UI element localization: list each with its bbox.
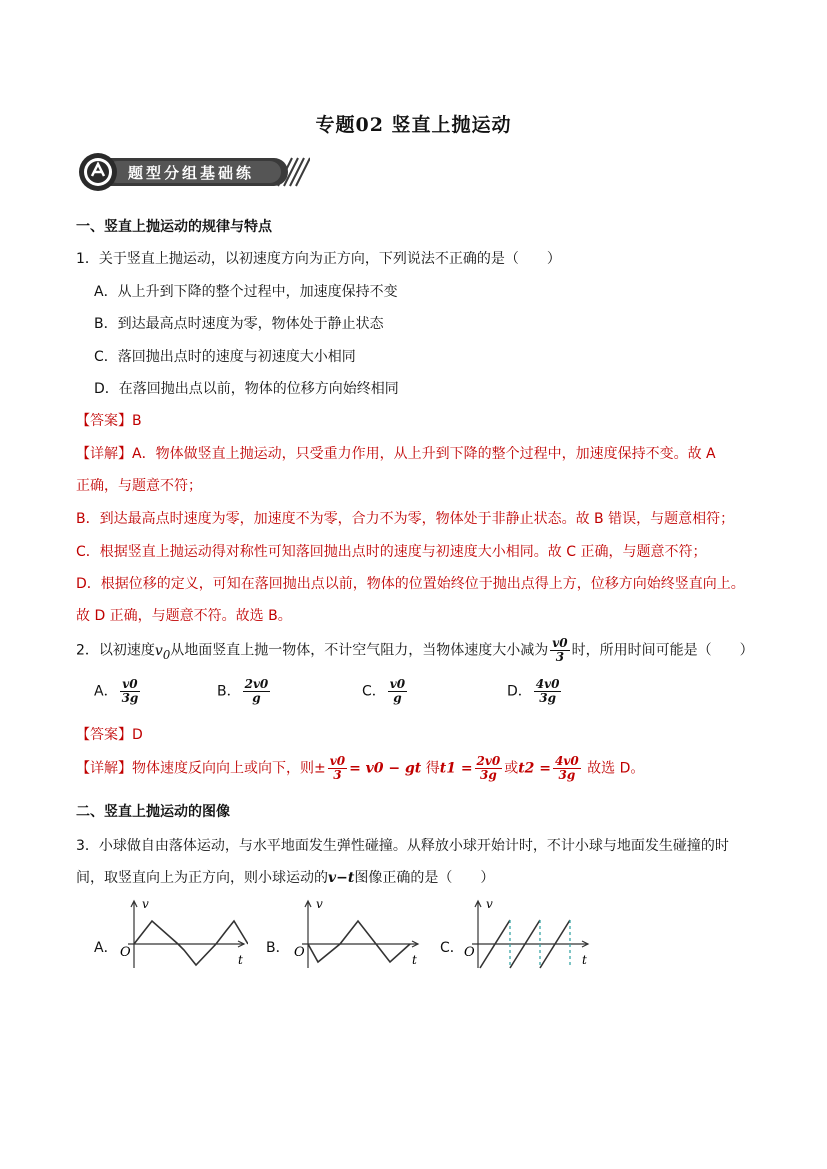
- q3-stem-line-1: 3．小球做自由落体运动，与水平地面发生弹性碰撞。从释放小球开始计时，不计小球与地面发生碰撞的时: [76, 838, 729, 854]
- q2-answer: [76, 724, 143, 744]
- option-fraction: [120, 678, 141, 705]
- q1-option-a: A．从上升到下降的整个过程中，加速度保持不变: [94, 284, 398, 300]
- axis-label-t: t: [412, 953, 417, 967]
- q3-stem-vt: v−t: [328, 870, 355, 886]
- q2-stem-fraction: [550, 637, 569, 664]
- axis-label-v: v: [316, 898, 323, 911]
- fraction-denominator: 3g: [480, 768, 497, 782]
- q2-stem-c: 时，所用时间可能是（ ）: [571, 642, 754, 659]
- origin-label: O: [120, 945, 131, 960]
- fraction-numerator: v0: [122, 677, 138, 691]
- q3-graph-c: [462, 898, 592, 970]
- fraction-denominator: 3: [555, 650, 565, 664]
- q1-detail-line-4: C．根据竖直上抛运动得对称性可知落回抛出点时的速度与初速度大小相同。故 C 正确，与题意不符；: [76, 544, 707, 560]
- q3-graph-a-label: A．: [94, 940, 118, 956]
- fraction-denominator: g: [252, 691, 261, 705]
- fraction-denominator: 3: [333, 768, 342, 782]
- q3-graph-c-label: C．: [440, 940, 464, 956]
- q3-graph-b: [292, 898, 422, 970]
- page-title: 专题02 竖直上抛运动: [315, 114, 512, 136]
- q2-answer-tag: 【答案】: [76, 727, 132, 743]
- q2-option-c: [362, 678, 409, 705]
- q2-detail-c: 或: [504, 760, 519, 777]
- q2-stem: [76, 637, 754, 664]
- q2-detail-tag: 【详解】: [76, 760, 132, 777]
- q2-var-sub: 0: [162, 647, 171, 662]
- fraction-denominator: 3g: [539, 691, 556, 705]
- q1-answer-value: B: [132, 413, 142, 429]
- graph-line: [308, 921, 410, 962]
- q2-stem-var: [154, 642, 171, 662]
- fraction-numerator: v0: [389, 677, 406, 691]
- q2-detail: [76, 755, 644, 782]
- q1-detail-line-3: B．到达最高点时速度为零，加速度不为零，合力不为零，物体处于非静止状态。故 B 错误，与题意相符；: [76, 511, 735, 527]
- q2-answer-value: D: [132, 727, 143, 743]
- section-heading-1: 一、竖直上抛运动的规律与特点: [76, 219, 272, 235]
- q2-detail-fraction-2: [475, 755, 503, 782]
- origin-label: O: [464, 945, 475, 960]
- q2-option-d: [507, 678, 563, 705]
- q1-option-d: D．在落回抛出点以前，物体的位移方向始终相同: [94, 381, 399, 397]
- origin-label: O: [294, 945, 305, 960]
- q1-answer-tag: 【答案】: [76, 413, 132, 429]
- section-heading-2: 二、竖直上抛运动的图像: [76, 804, 230, 820]
- q2-var-v: v: [154, 642, 163, 659]
- option-fraction: [388, 678, 407, 705]
- fraction-numerator: 4v0: [555, 754, 579, 768]
- fraction-numerator: 2v0: [476, 754, 501, 768]
- q2-detail-a: 物体速度反向向上或向下，则±: [132, 760, 326, 777]
- fraction-numerator: 2v0: [244, 677, 269, 691]
- option-label: A．: [94, 683, 118, 700]
- option-label: B．: [217, 683, 241, 700]
- fraction-numerator: v0: [329, 754, 346, 768]
- q2-detail-t2: t2 =: [518, 760, 552, 777]
- banner-text: 题型分组基础练: [128, 164, 255, 182]
- q1-option-c: C．落回抛出点时的速度与初速度大小相同: [94, 349, 356, 365]
- q3-stem-line-2: [76, 867, 494, 887]
- q2-detail-fraction-3: [553, 755, 581, 782]
- graph-line: [134, 921, 248, 965]
- q2-detail-equation: = v0 − gt: [349, 760, 422, 777]
- q1-option-b: B．到达最高点时速度为零，物体处于静止状态: [94, 316, 384, 332]
- option-fraction: [534, 678, 562, 705]
- q3-graph-b-label: B．: [266, 940, 290, 956]
- q1-detail-tag: 【详解】: [76, 446, 132, 462]
- fraction-denominator: 3g: [121, 691, 139, 705]
- q2-detail-t1: t1 =: [439, 760, 473, 777]
- option-label: C．: [362, 683, 386, 700]
- option-fraction: [243, 678, 271, 705]
- q2-stem-b: 从地面竖直上抛一物体，不计空气阻力，当物体速度大小减为: [170, 642, 549, 659]
- q1-detail-line-5: D．根据位移的定义，可知在落回抛出点以前，物体的位置始终位于抛出点得上方，位移方向始终竖直向上。: [76, 576, 745, 592]
- q2-option-b: [217, 678, 272, 705]
- fraction-numerator: v0: [552, 636, 568, 650]
- q3-stem-a: 间，取竖直向上为正方向，则小球运动的: [76, 870, 328, 886]
- q2-detail-fraction-1: [328, 755, 347, 782]
- fraction-denominator: 3g: [558, 768, 576, 782]
- q1-answer: [76, 410, 142, 430]
- axis-label-t: t: [238, 953, 243, 967]
- q1-detail-line-6: 故 D 正确，与题意不符。故选 B。: [76, 608, 292, 624]
- fraction-denominator: g: [393, 691, 402, 705]
- axis-label-t: t: [582, 953, 587, 967]
- section-banner: [78, 152, 310, 196]
- q1-detail-line-2: 正确，与题意不符；: [76, 478, 202, 494]
- q2-stem-a: 2．以初速度: [76, 642, 155, 659]
- q3-graph-a: [118, 898, 248, 970]
- option-label: D．: [507, 683, 532, 700]
- q2-detail-d: 故选 D。: [587, 760, 645, 777]
- axis-label-v: v: [142, 898, 149, 911]
- q1-detail-line-1: [76, 443, 716, 463]
- q2-detail-b: 得: [425, 760, 440, 777]
- q1-detail-text-1: A．物体做竖直上抛运动，只受重力作用，从上升到下降的整个过程中，加速度保持不变。故 A: [132, 446, 716, 462]
- q2-option-a: [94, 678, 142, 705]
- q1-stem: 1．关于竖直上抛运动，以初速度方向为正方向，下列说法不正确的是（ ）: [76, 251, 561, 267]
- fraction-numerator: 4v0: [535, 677, 560, 691]
- axis-label-v: v: [486, 898, 493, 911]
- q3-stem-b: 图像正确的是（ ）: [354, 870, 495, 886]
